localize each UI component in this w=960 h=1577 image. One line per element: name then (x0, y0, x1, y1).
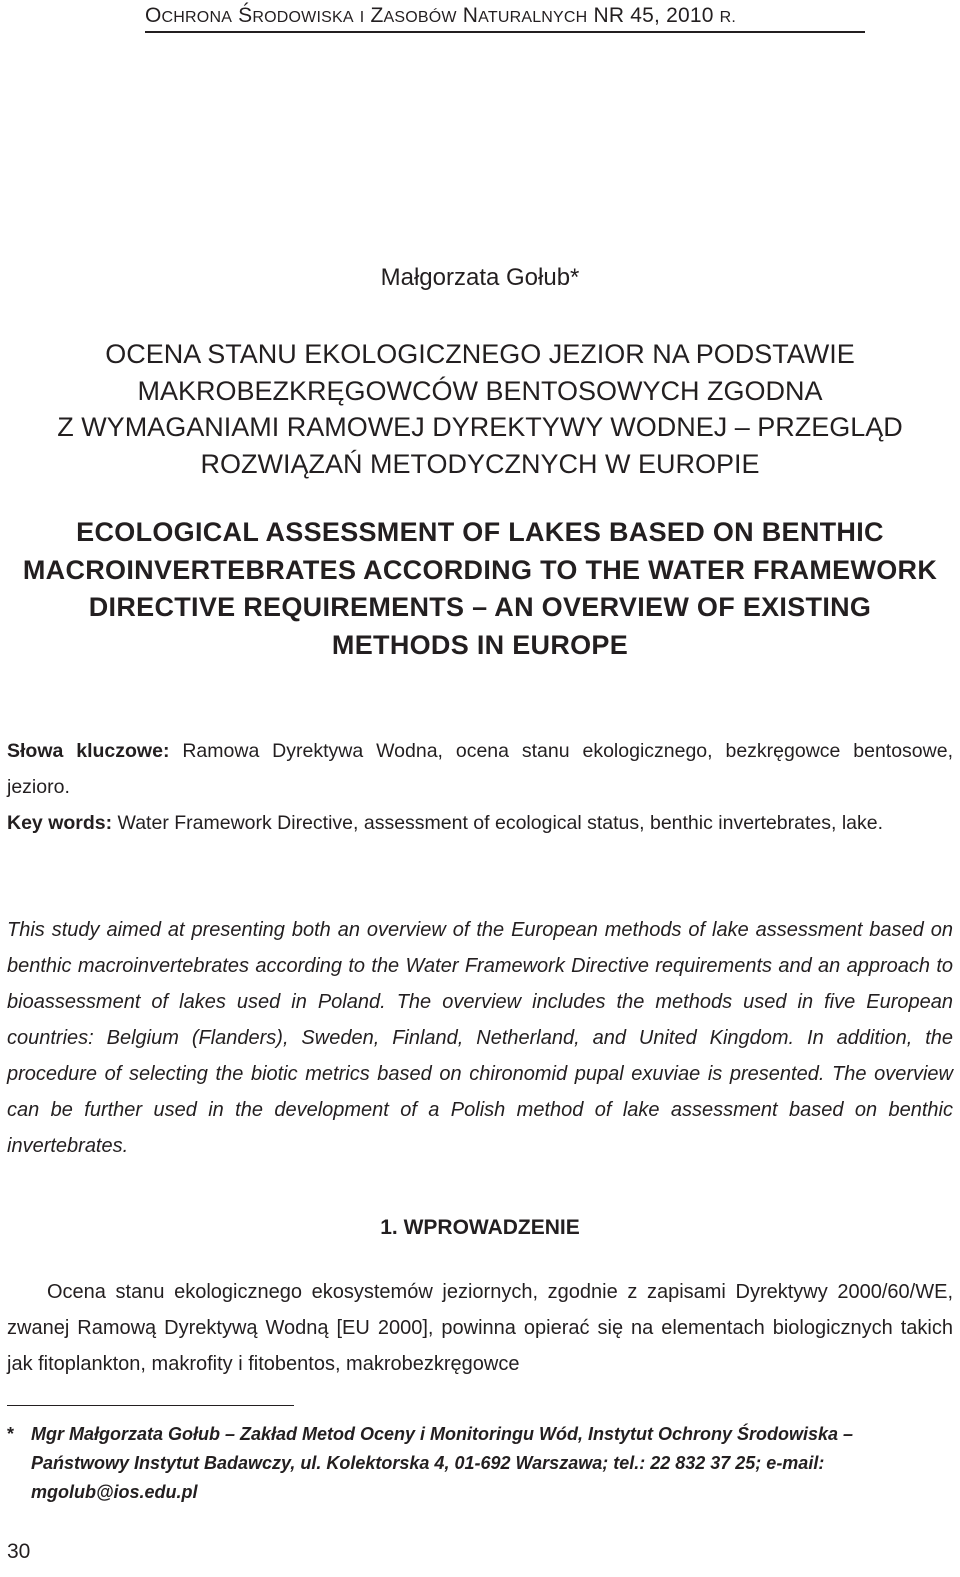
title-polish-line: OCENA STANU EKOLOGICZNEGO JEZIOR NA PODSTAWIE (105, 339, 855, 369)
footnote-text: Mgr Małgorzata Gołub – Zakład Metod Oceny i Monitoringu Wód, Instytut Ochrony Środowiska – Państwowy Instytut Badawczy, ul. Kolektorska 4, 01-692 Warszawa; tel.: 22 832 37 25; e-mail: mgolub@ios.edu.pl (31, 1424, 854, 1502)
title-polish (0, 336, 960, 482)
journal-word-4: ZASOBÓW (370, 4, 457, 27)
running-header (145, 4, 865, 33)
journal-word-5: NATURALNYCH (462, 4, 588, 27)
journal-word-1: OCHRONA (145, 4, 233, 27)
keywords-english-text: Water Framework Directive, assessment of ecological status, benthic invertebrates, lake. (117, 812, 884, 834)
title-english-line: ECOLOGICAL ASSESSMENT OF LAKES BASED ON BENTHIC (76, 517, 884, 547)
title-english (0, 514, 960, 664)
keywords-polish-label: Słowa kluczowe: (7, 740, 170, 762)
journal-word-2: ŚRODOWISKA (238, 4, 354, 27)
title-english-line: MACROINVERTEBRATES ACCORDING TO THE WATER FRAMEWORK (22, 554, 938, 585)
keywords-polish (7, 733, 953, 805)
author-name: Małgorzata Gołub* (380, 264, 580, 291)
title-polish-line: Z WYMAGANIAMI RAMOWEJ DYREKTYWY WODNEJ – PRZEGLĄD (57, 412, 903, 442)
keywords-english (7, 805, 953, 841)
intro-paragraph: Ocena stanu ekologicznego ekosystemów jeziornych, zgodnie z zapisami Dyrektywy 2000/60/WE, zwanej Ramową Dyrektywą Wodną [EU 2000], powinna opierać się na elementach biologicznych takich jak fitoplankton, makrofity i fitobentos, makrobezkręgowce (7, 1281, 953, 1375)
section-heading: 1. WPROWADZENIE (380, 1216, 580, 1239)
journal-issue: NR 45, 2010 (593, 4, 714, 27)
footnote-divider (7, 1405, 294, 1406)
page-number: 30 (7, 1540, 31, 1563)
keywords-polish-text: Ramowa Dyrektywa Wodna, ocena stanu ekologicznego, bezkręgowce bentosowe, jezioro. (7, 740, 954, 798)
title-polish-line: MAKROBEZKRĘGOWCÓW BENTOSOWYCH ZGODNA (137, 375, 823, 406)
abstract: This study aimed at presenting both an overview of the European methods of lake assessment based on benthic macroinvertebrates according to the Water Framework Directive requirements and an approach to bioassessment of lakes used in Poland. The overview includes the methods used in five European countries: Belgium (Flanders), Sweden, Finland, Netherland, and United Kingdom. In addition, the procedure of selecting the biotic metrics based on chironomid pupal exuviae is presented. The overview can be further used in the development of a Polish method of lake assessment based on benthic invertebrates. (7, 919, 953, 1157)
footnote-mark: * (7, 1424, 15, 1444)
footnote (7, 1420, 953, 1507)
title-polish-line: ROZWIĄZAŃ METODYCZNYCH W EUROPIE (200, 448, 760, 479)
keywords-english-label: Key words: (7, 812, 113, 834)
journal-year-suffix: R. (719, 9, 737, 26)
title-english-line: METHODS IN EUROPE (331, 629, 629, 660)
title-english-line: DIRECTIVE REQUIREMENTS – AN OVERVIEW OF EXISTING (88, 592, 872, 622)
journal-word-3: I (359, 9, 365, 26)
